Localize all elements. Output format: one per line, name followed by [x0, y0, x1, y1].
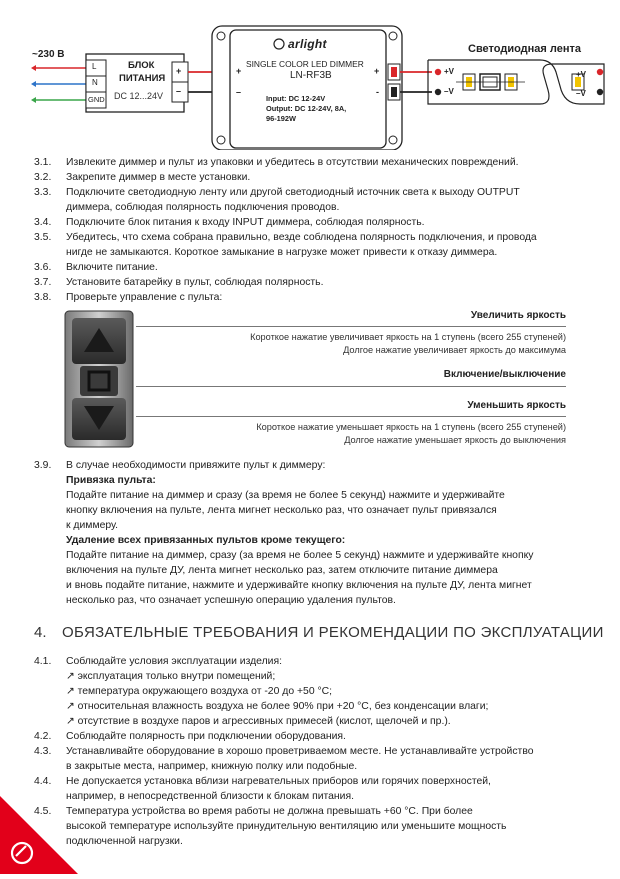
remote-up-divider — [136, 326, 566, 327]
bullet-item: ↗ относительная влажность воздуха не более 90% при +20 °C, без конденсации влаги; — [66, 701, 489, 712]
step-number: 3.6. — [34, 262, 52, 273]
section-number: 4. — [34, 624, 47, 641]
bullet-item: ↗ эксплуатация только внутри помещений; — [66, 671, 276, 682]
step-text: Проверьте управление с пульта: — [66, 292, 223, 303]
remote-down-long: Долгое нажатие уменьшает яркость до выключения — [344, 435, 566, 445]
step-text: Температура устройства во время работы не должна превышать +60 °С. При более — [66, 806, 473, 817]
bind-text: к диммеру. — [66, 520, 119, 531]
step-number: 3.4. — [34, 217, 52, 228]
step-text: нигде не замыкаются. Короткое замыкание в нагрузке может привести к отказу диммера. — [66, 247, 498, 258]
arrow-bullet-icon: ↗ — [66, 686, 78, 697]
step-number: 3.7. — [34, 277, 52, 288]
step-text: Подключите светодиодную ленту или другой светодиодный источник света к выходу OUTPUT — [66, 187, 520, 198]
remote-illustration — [64, 310, 134, 448]
remote-down-short: Короткое нажатие уменьшает яркость на 1 ступень (всего 255 ступеней) — [256, 422, 566, 432]
step-text: Не допускается установка вблизи нагревательных приборов или горячих поверхностей, — [66, 776, 491, 787]
psu-plus: + — [176, 66, 182, 76]
step-text: диммера, соблюдая полярность подключения проводов. — [66, 202, 340, 213]
delete-text: несколько раз, что означает успешную операцию удаления пультов. — [66, 595, 396, 606]
bind-title: Привязка пульта: — [66, 475, 156, 486]
dimmer-in-plus: + — [236, 66, 242, 76]
step-number: 3.1. — [34, 157, 52, 168]
psu-spec: DC 12...24V — [114, 91, 164, 101]
dimmer-out-minus: - — [376, 87, 379, 97]
dimmer-out-plus: + — [374, 66, 380, 76]
step-text: Закрепите диммер в месте установки. — [66, 172, 251, 183]
dimmer-input-spec: Input: DC 12-24V — [266, 94, 326, 103]
strip-title: Светодиодная лента — [468, 43, 581, 55]
remote-mid-divider — [136, 386, 566, 387]
mains-label: ~230 В — [32, 49, 65, 60]
dimmer-title: SINGLE COLOR LED DIMMER — [246, 59, 364, 69]
remote-down-title: Уменьшить яркость — [467, 400, 566, 411]
step-number: 3.9. — [34, 460, 52, 471]
step-number: 4.1. — [34, 656, 52, 667]
step-text: высокой температуре используйте принудительную вентиляцию или уменьшите мощность — [66, 821, 507, 832]
step-number: 4.4. — [34, 776, 52, 787]
psu-title-1: БЛОК — [128, 60, 155, 71]
bullet-item: ↗ температура окружающего воздуха от -20 до +50 °С; — [66, 686, 333, 697]
remote-down-divider — [136, 416, 566, 417]
dimmer-in-minus: – — [236, 87, 242, 97]
step-text: Убедитесь, что схема собрана правильно, везде соблюдена полярность подключения, и провода — [66, 232, 537, 243]
step-number: 4.2. — [34, 731, 52, 742]
psu-title-2: ПИТАНИЯ — [119, 73, 166, 84]
step-text: Извлеките диммер и пульт из упаковки и убедитесь в отсутствии механических повреждений. — [66, 157, 519, 168]
dimmer-output-spec-2: 96-192W — [266, 114, 296, 123]
arrow-bullet-icon: ↗ — [66, 671, 78, 682]
strip-left-plus: +V — [444, 67, 455, 76]
strip-left-minus: –V — [444, 87, 454, 96]
step-text: подключенной нагрузки. — [66, 836, 183, 847]
bind-text: Подайте питание на диммер и сразу (за время не более 5 секунд) нажмите и удерживайте — [66, 490, 505, 501]
step-text: Подключите блок питания к входу INPUT диммера, соблюдая полярность. — [66, 217, 425, 228]
strip-right-plus: +V — [576, 70, 587, 79]
step-text: Соблюдайте условия эксплуатации изделия: — [66, 656, 282, 667]
step-number: 3.8. — [34, 292, 52, 303]
strip-right-minus: –V — [576, 89, 586, 98]
step-number: 3.5. — [34, 232, 52, 243]
arlight-logo-icon — [0, 796, 78, 874]
section-title: ОБЯЗАТЕЛЬНЫЕ ТРЕБОВАНИЯ И РЕКОМЕНДАЦИИ ПО ЭКСПЛУАТАЦИИ — [62, 624, 604, 641]
corner-brand-mark — [0, 796, 78, 874]
bullet-item: ↗ отсутствие в воздухе паров и агрессивных примесей (кислот, щелочей и пр.). — [66, 716, 451, 727]
remote-up-title: Увеличить яркость — [470, 310, 566, 321]
delete-text: Подайте питание на диммер, сразу (за время не более 5 секунд) нажмите и удерживайте кнопку — [66, 550, 534, 561]
remote-svg — [64, 310, 134, 448]
dimmer-model: LN-RF3B — [290, 70, 332, 81]
delete-text: включения на пульте ДУ, лента мигнет несколько раз, затем отключите питание диммера — [66, 565, 498, 576]
psu-pin-n: N — [92, 78, 98, 87]
delete-text: и вновь подайте питание, нажмите и удерживайте кнопку включения на пульте ДУ, лента мигнет — [66, 580, 532, 591]
step-text: в закрытые места, например, книжную полку или подобные. — [66, 761, 358, 772]
remote-up-long: Долгое нажатие увеличивает яркость до максимума — [343, 345, 566, 355]
step-text: Устанавливайте оборудование в хорошо проветриваемом месте. Не устанавливайте устройство — [66, 746, 534, 757]
step-number: 3.2. — [34, 172, 52, 183]
step-text: например, в непосредственной близости к блокам питания. — [66, 791, 354, 802]
remote-up-short: Короткое нажатие увеличивает яркость на 1 ступень (всего 255 ступеней) — [250, 332, 566, 342]
wiring-diagram — [0, 0, 620, 150]
dimmer-output-spec-1: Output: DC 12-24V, 8A, — [266, 104, 347, 113]
step-number: 4.3. — [34, 746, 52, 757]
step-number: 4.5. — [34, 806, 52, 817]
step-text: Соблюдайте полярность при подключении оборудования. — [66, 731, 346, 742]
psu-pin-gnd: GND — [88, 95, 105, 104]
remote-mid-title: Включение/выключение — [443, 369, 566, 380]
psu-minus: – — [176, 86, 182, 96]
psu-pin-l: L — [92, 62, 97, 71]
bind-text: кнопку включения на пульте, лента мигнет несколько раз, что означает пульт привязался — [66, 505, 497, 516]
step-number: 3.3. — [34, 187, 52, 198]
step-text: В случае необходимости привяжите пульт к диммеру: — [66, 460, 326, 471]
arrow-bullet-icon: ↗ — [66, 716, 78, 727]
arrow-bullet-icon: ↗ — [66, 701, 78, 712]
step-text: Включите питание. — [66, 262, 158, 273]
step-text: Установите батарейку в пульт, соблюдая полярность. — [66, 277, 324, 288]
delete-title: Удаление всех привязанных пультов кроме текущего: — [66, 535, 346, 546]
dimmer-brand-logo: arlight — [288, 37, 327, 51]
